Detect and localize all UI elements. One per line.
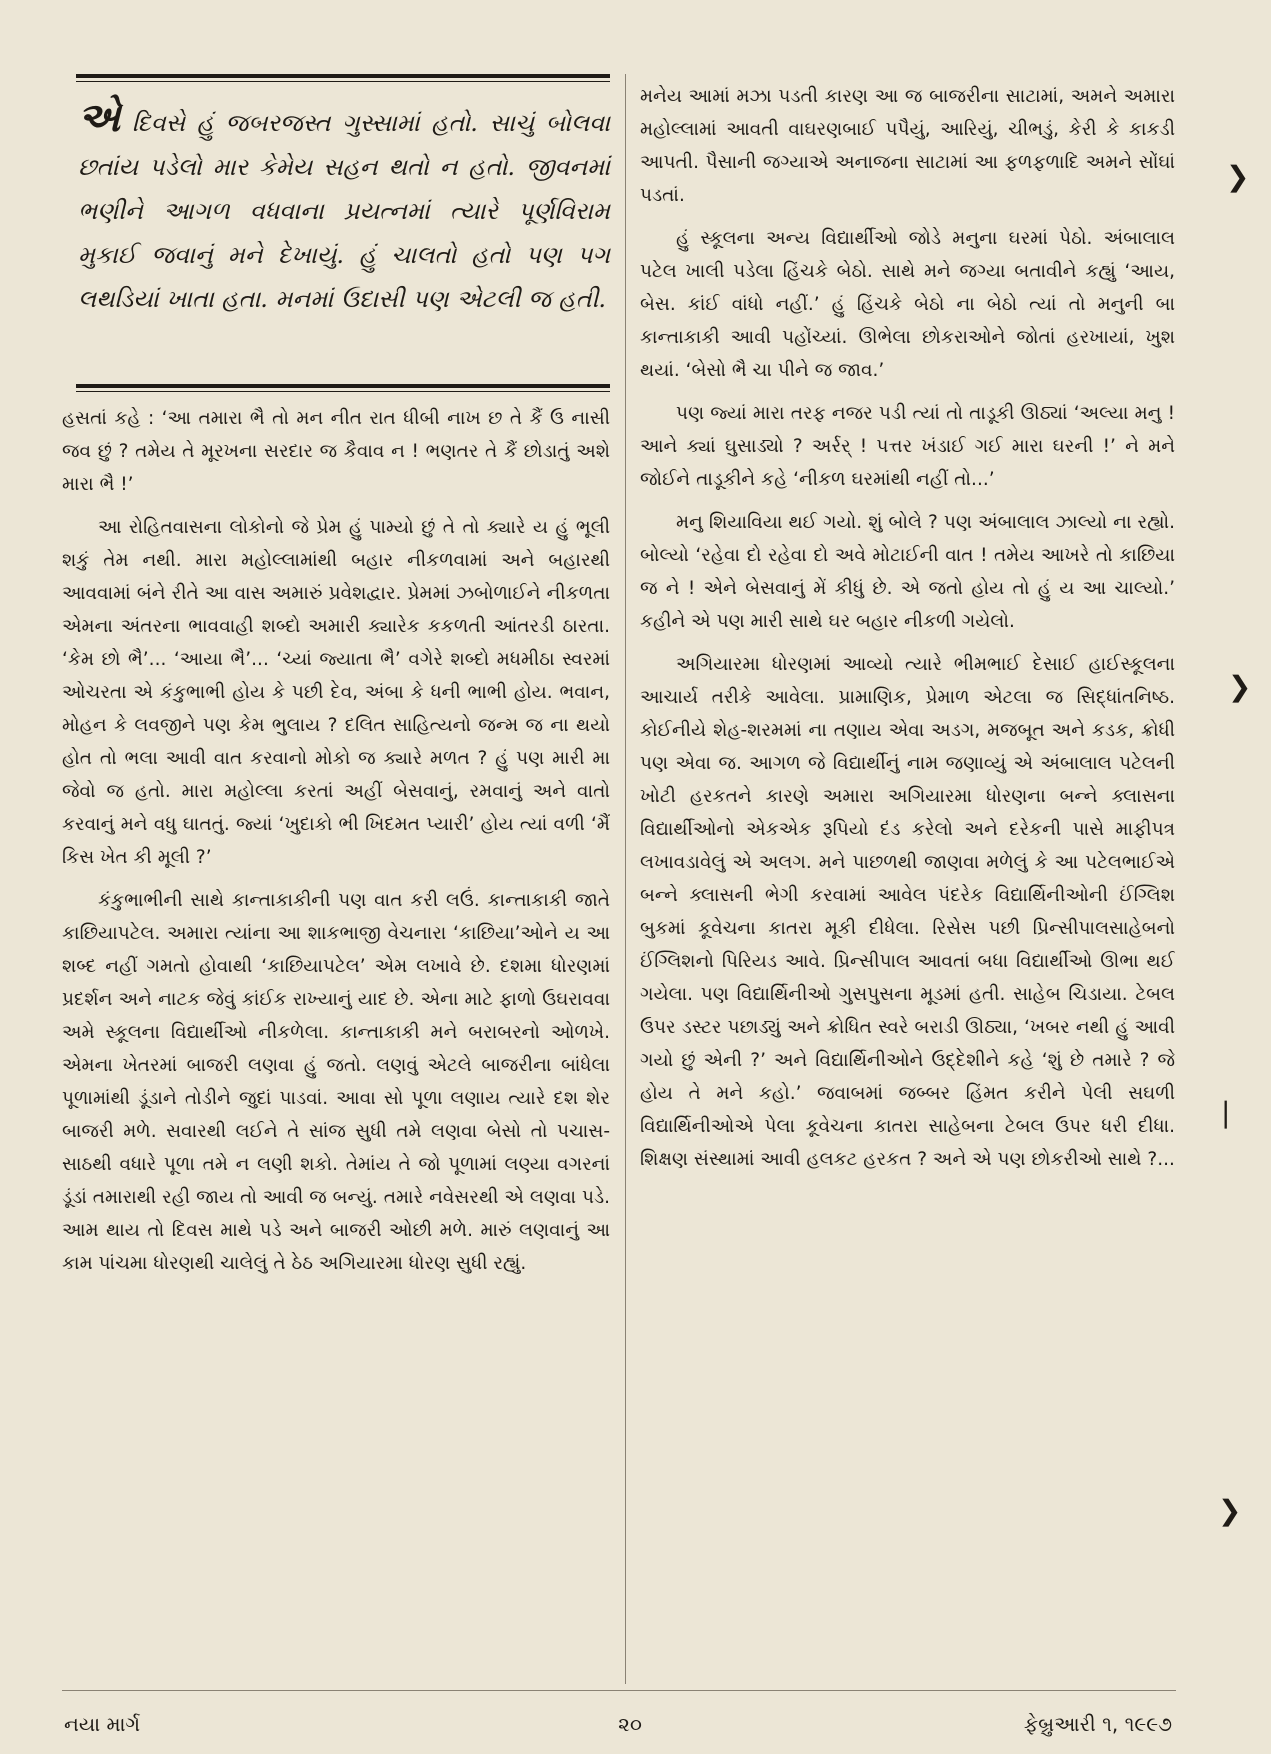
- pull-quote-bottom-rule: [76, 384, 610, 388]
- pull-quote-top-rule-thin: [76, 81, 610, 82]
- footer-date: ફેબ્રુઆરી ૧, ૧૯૯૭: [1023, 1712, 1172, 1736]
- footer-magazine-name: નયા માર્ગ: [64, 1712, 141, 1736]
- right-paragraph: હું સ્કૂલના અન્ય વિદ્યાર્થીઓ જોડે મનુના ઘરમાં પેઠો. અંબાલાલ પટેલ ખાલી પડેલા હિંચકે બેઠો. સાથે મને જગ્યા બતાવીને કહ્યું ‘આય, બેસ. કાંઈ વાંધો નહીં.’ હું હિંચકે બેઠો ના બેઠો ત્યાં તો મનુની બા કાન્તાકાકી આવી પહોંચ્યાં. ઊભેલા છોકરાઓને જોતાં હરખાયાં, ખુશ થયાં. ‘બેસો ભૈ ચા પીને જ જાવ.’: [640, 228, 1175, 381]
- left-paragraph: હસતાં કહે : ‘આ તમારા ભૈ તો મન નીત રાત ધીબી નાખ છ તે કૈં ઉ નાસી જવ છું ? તમેય તે મૂરખના સરદાર જ કૈવાવ ન ! ભણતર તે કૈં છોડાતું અશે મારા ભૈ !’: [62, 408, 610, 495]
- right-paragraph: પણ જ્યાં મારા તરફ નજર પડી ત્યાં તો તાડૂકી ઊઠ્યાં ‘અલ્યા મનુ ! આને ક્યાં ઘુસાડ્યો ? અર્રર્ ! પત્તર ખંડાઈ ગઈ મારા ઘરની !’ ને મને જોઈને તાડૂકીને કહે ‘નીકળ ઘરમાંથી નહીં તો...’: [640, 403, 1175, 490]
- left-paragraph: આ રોહિતવાસના લોકોનો જે પ્રેમ હું પામ્યો છું તે તો ક્યારે ય હું ભૂલી શકું તેમ નથી. મારા મહોલ્લામાંથી બહાર નીકળવામાં અને બહારથી આવવામાં બંને રીતે આ વાસ અમારું પ્રવેશદ્વાર. પ્રેમમાં ઝબોળાઈને નીકળતા એમના અંતરના ભાવવાહી શબ્દો અમારી ક્યારેક કકળતી આંતરડી ઠારતા. ‘કેમ છો ભૈ’... ‘આયા ભૈ’... ‘ચ્યાં જ્યાતા ભૈ’ વગેરે શબ્દો મધમીઠા સ્વરમાં ઓચરતા એ કંકુભાભી હોય કે પછી દેવ, અંબા કે ધની ભાભી હોય. ભવાન, મોહન કે લવજીને પણ કેમ ભુલાય ? દલિત સાહિત્યનો જન્મ જ ના થયો હોત તો ભલા આવી વાત કરવાનો મોકો જ ક્યારે મળત ? હું પણ મારી મા જેવો જ હતો. મારા મહોલ્લા કરતાં અહીં બેસવાનું, રમવાનું અને વાતો કરવાનું મને વધુ ઘાતતું. જ્યાં ‘ખુદાકો ભી ખિદમત પ્યારી’ હોય ત્યાં વળી ‘મૈં કિસ ખેત કી મૂલી ?’: [62, 517, 610, 868]
- pull-quote-bottom-rule-thin: [76, 391, 610, 392]
- right-paragraph: મનુ શિયાવિયા થઈ ગયો. શું બોલે ? પણ અંબાલાલ ઝાલ્યો ના રહ્યો. બોલ્યો ‘રહેવા દો રહેવા દો અવે મોટાઈની વાત ! તમેય આખરે તો કાછિયા જ ને ! એને બેસવાનું મેં કીધું છે. એ જતો હોય તો હું ય આ ચાલ્યો.’ કહીને એ પણ મારી સાથે ઘર બહાર નીકળી ગયેલો.: [640, 512, 1175, 632]
- pull-quote-dropcap: એ: [78, 94, 121, 141]
- binding-speck: ❘: [1214, 1096, 1238, 1129]
- footer-rule: [62, 1690, 1176, 1691]
- pull-quote: [78, 96, 610, 321]
- right-column: [640, 80, 1175, 1682]
- binding-speck: ❯: [1218, 1494, 1242, 1527]
- right-paragraph: મનેય આમાં મઝા પડતી કારણ આ જ બાજરીના સાટામાં, અમને અમારા મહોલ્લામાં આવતી વાઘરણબાઈ પપૈયું, આરિયું, ચીભડું, કેરી કે કાકડી આપતી. પૈસાની જગ્યાએ અનાજના સાટામાં આ ફળફળાદિ અમને સોંઘાં પડતાં.: [640, 86, 1175, 206]
- left-column: [62, 402, 610, 1682]
- pull-quote-top-rule: [76, 74, 610, 78]
- binding-speck: ❯: [1226, 160, 1250, 193]
- column-divider: [625, 74, 626, 1684]
- pull-quote-text: દિવસે હું જબરજસ્ત ગુસ્સામાં હતો. સાચું બોલવા છતાંય પડેલો માર કેમેય સહન થતો ન હતો. જીવનમાં ભણીને આગળ વધવાના પ્રયત્નમાં ત્યારે પૂર્ણવિરામ મુકાઈ જવાનું મને દેખાયું. હું ચાલતો હતો પણ પગ લથડિયાં ખાતા હતા. મનમાં ઉદાસી પણ એટલી જ હતી.: [78, 109, 610, 313]
- footer-page-number: ૨૦: [618, 1712, 642, 1736]
- left-paragraph: કંકુભાભીની સાથે કાન્તાકાકીની પણ વાત કરી લઉં. કાન્તાકાકી જાતે કાછિયાપટેલ. અમારા ત્યાંના આ શાકભાજી વેચનારા ‘કાછિયા’ઓને ય આ શબ્દ નહીં ગમતો હોવાથી ‘કાછિયાપટેલ’ એમ લખાવે છે. દશમા ધોરણમાં પ્રદર્શન અને નાટક જેવું કાંઈક રાખ્યાનું યાદ છે. એના માટે ફાળો ઉઘરાવવા અમે સ્કૂલના વિદ્યાર્થીઓ નીકળેલા. કાન્તાકાકી મને બરાબરનો ઓળખે. એમના ખેતરમાં બાજરી લણવા હું જતો. લણવું એટલે બાજરીના બાંધેલા પૂળામાંથી ડૂંડાને તોડીને જુદાં પાડવાં. આવા સો પૂળા લણાય ત્યારે દશ શેર બાજરી મળે. સવારથી લઈને તે સાંજ સુધી તમે લણવા બેસો તો પચાસ-સાઠથી વધારે પૂળા તમે ન લણી શકો. તેમાંય તે જો પૂળામાં લણ્યા વગરનાં ડૂંડાં તમારાથી રહી જાય તો આવી જ બન્યું. તમારે નવેસરથી એ લણવા પડે. આમ થાય તો દિવસ માથે પડે અને બાજરી ઓછી મળે. મારું લણવાનું આ કામ પાંચમા ધોરણથી ચાલેલું તે ઠેઠ અગિયારમા ધોરણ સુધી રહ્યું.: [62, 890, 610, 1274]
- right-paragraph: અગિયારમા ધોરણમાં આવ્યો ત્યારે ભીમભાઈ દેસાઈ હાઈસ્કૂલના આચાર્ય તરીકે આવેલા. પ્રામાણિક, પ્રેમાળ એટલા જ સિદ્ધાંતનિષ્ઠ. કોઈનીયે શેહ-શરમમાં ના તણાય એવા અડગ, મજબૂત અને કડક, ક્રોધી પણ એવા જ. આગળ જે વિદ્યાર્થીનું નામ જણાવ્યું એ અંબાલાલ પટેલની ખોટી હરકતને કારણે અમારા અગિયારમા ધોરણના બન્ને ક્લાસના વિદ્યાર્થીઓનો એકએક રૂપિયો દંડ કરેલો અને દરેકની પાસે માફીપત્ર લખાવડાવેલું એ અલગ. મને પાછળથી જાણવા મળેલું કે આ પટેલભાઈએ બન્ને ક્લાસની ભેગી કરવામાં આવેલ પંદરેક વિદ્યાર્થિનીઓની ઈંગ્લિશ બુકમાં કૂવેચના કાતરા મૂકી દીધેલા. રિસેસ પછી પ્રિન્સીપાલસાહેબનો ઈંગ્લિશનો પિરિયડ આવે. પ્રિન્સીપાલ આવતાં બધા વિદ્યાર્થીઓ ઊભા થઈ ગયેલા. પણ વિદ્યાર્થિનીઓ ગુસપુસના મૂડમાં હતી. સાહેબ ચિડાયા. ટેબલ ઉપર ડસ્ટર પછાડ્યું અને ક્રોધિત સ્વરે બરાડી ઊઠ્યા, ‘ખબર નથી હું આવી ગયો છું એની ?’ અને વિદ્યાર્થિનીઓને ઉદ્દેશીને કહે ‘શું છે તમારે ? જે હોય તે મને કહો.’ જવાબમાં જબ્બર હિંમત કરીને પેલી સઘળી વિદ્યાર્થિનીઓએ પેલા કૂવેચના કાતરા સાહેબના ટેબલ ઉપર ધરી દીધા. શિક્ષણ સંસ્થામાં આવી હલકટ હરકત ? અને એ પણ છોકરીઓ સાથે ?...: [640, 654, 1175, 1170]
- binding-speck: ❯: [1228, 670, 1252, 703]
